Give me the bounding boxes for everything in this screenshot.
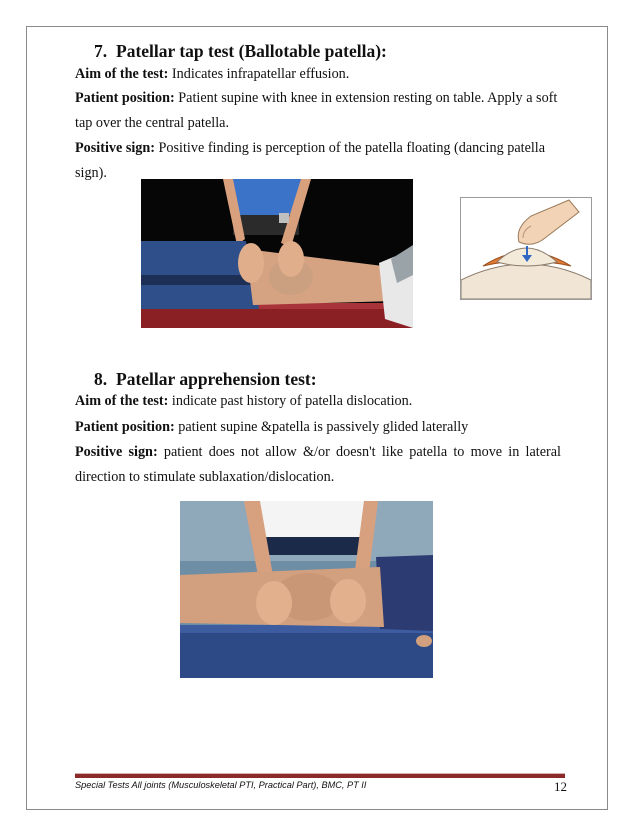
aim-label: Aim of the test:: [75, 393, 169, 409]
aim-text: Indicates infrapatellar effusion.: [168, 66, 350, 82]
section-7-number: 7.: [94, 41, 108, 61]
patella-tap-illustration: [460, 197, 592, 300]
aim-text: indicate past history of patella dislocation.: [168, 393, 413, 409]
section-7-aim: [75, 62, 561, 87]
position-text: Patient supine with knee in extension resting on table. Apply a soft tap over the central patella.: [75, 90, 558, 131]
footer-text: Special Tests All joints (Musculoskeletal PTI, Practical Part), BMC, PT II: [75, 780, 367, 790]
positive-text: patient does not allow &/or doesn't like patella to move in lateral direction to stimulate sublaxation/dislocation.: [75, 444, 561, 485]
section-7-title: Patellar tap test (Ballotable patella):: [116, 41, 387, 61]
position-text: patient supine &patella is passively glided laterally: [174, 419, 469, 435]
position-label: Patient position:: [75, 90, 175, 106]
patellar-apprehension-photo: [180, 501, 433, 678]
positive-label: Positive sign:: [75, 140, 155, 156]
page-number: 12: [554, 779, 567, 794]
section-7-position: [75, 86, 561, 136]
section-8-number: 8.: [94, 369, 108, 389]
section-8-aim: [75, 389, 561, 414]
section-8-title: Patellar apprehension test:: [116, 369, 317, 389]
position-label: Patient position:: [75, 419, 175, 435]
section-8-positive: [75, 440, 561, 490]
footer-rule: [75, 773, 565, 778]
document-page: [26, 26, 608, 810]
positive-label: Positive sign:: [75, 444, 158, 460]
patellar-tap-photo: [141, 179, 413, 328]
section-8-position: [75, 415, 561, 440]
aim-label: Aim of the test:: [75, 66, 169, 82]
positive-text: Positive finding is perception of the patella floating (dancing patella sign).: [75, 140, 546, 181]
